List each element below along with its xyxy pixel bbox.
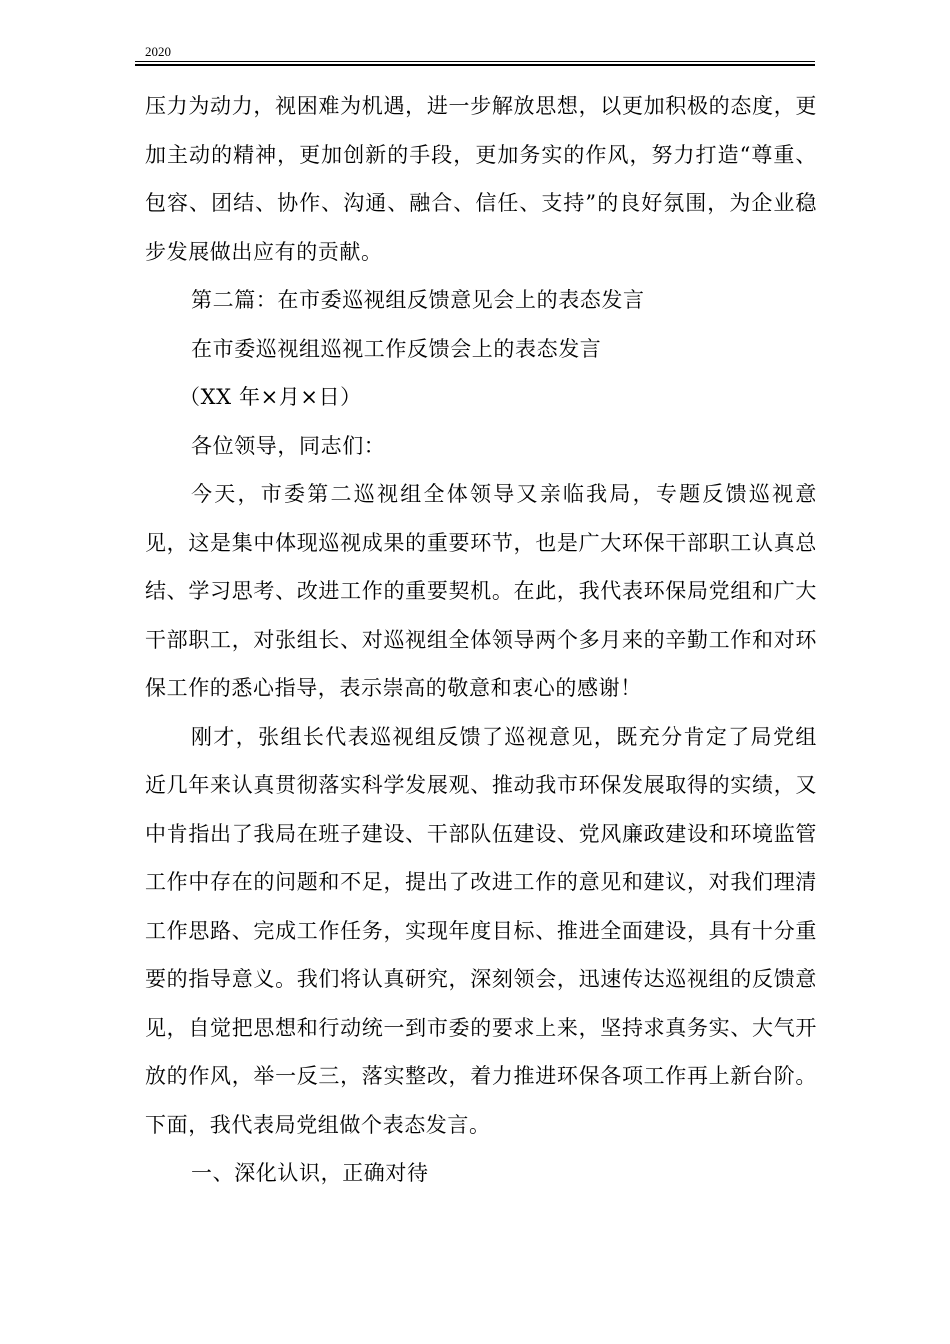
document-body: [145, 82, 817, 1198]
paragraph-feedback: 刚才，张组长代表巡视组反馈了巡视意见，既充分肯定了局党组近几年来认真贯彻落实科学发展观、推动我市环保发展取得的实绩，又中肯指出了我局在班子建设、干部队伍建设、党风廉政建设和环境监管工作中存在的问题和不足，提出了改进工作的意见和建议，对我们理清工作思路、完成工作任务，实现年度目标、推进全面建设，具有十分重要的指导意义。我们将认真研究，深刻领会，迅速传达巡视组的反馈意见，自觉把思想和行动统一到市委的要求上来，坚持求真务实、大气开放的作风，举一反三，落实整改，着力推进环保各项工作再上新台阶。下面，我代表局党组做个表态发言。: [145, 724, 817, 1137]
salutation: 各位领导，同志们：: [191, 433, 386, 458]
section-heading-one: 一、深化认识，正确对待: [191, 1161, 429, 1185]
header-year: 2020: [145, 44, 171, 59]
paragraph-continuation: 压力为动力，视困难为机遇，进一步解放思想，以更加积极的态度，更加主动的精神，更加创新的手段，更加务实的作风，努力打造“尊重、包容、团结、协作、沟通、融合、信任、支持”的良好氛围，为企业稳步发展做出应有的贡献。: [145, 94, 817, 264]
speech-title: 在市委巡视组巡视工作反馈会上的表态发言: [191, 336, 602, 361]
speech-date: （XX 年×月×日）: [179, 385, 362, 409]
section-heading-second-article: 第二篇：在市委巡视组反馈意见会上的表态发言: [191, 288, 645, 312]
header-rule-thick: [135, 64, 815, 66]
header-rule-thin: [135, 61, 815, 62]
paragraph-intro: 今天，市委第二巡视组全体领导又亲临我局，专题反馈巡视意见，这是集中体现巡视成果的重要环节，也是广大环保干部职工认真总结、学习思考、改进工作的重要契机。在此，我代表环保局党组和广大干部职工，对张组长、对巡视组全体领导两个多月来的辛勤工作和对环保工作的悉心指导，表示崇高的敬意和衷心的感谢！: [145, 482, 817, 700]
